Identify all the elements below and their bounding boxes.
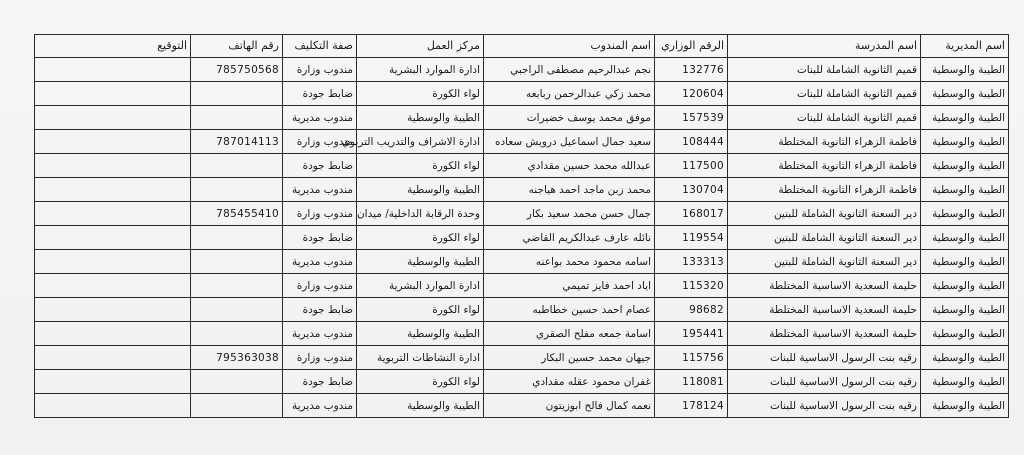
cell-signature (35, 202, 191, 226)
cell-signature (35, 106, 191, 130)
cell-role: مندوب مديرية (283, 250, 357, 274)
cell-directorate: الطيبة والوسطية (921, 250, 1009, 274)
cell-ministerial-number: 133313 (655, 250, 728, 274)
table-row (35, 394, 1009, 418)
table-body (35, 58, 1009, 418)
cell-phone (191, 298, 283, 322)
cell-role: ضابط جودة (283, 82, 357, 106)
table-row (35, 226, 1009, 250)
cell-signature (35, 346, 191, 370)
cell-directorate: الطيبة والوسطية (921, 58, 1009, 82)
cell-phone (191, 250, 283, 274)
cell-school: رقيه بنت الرسول الاساسية للبنات (728, 394, 921, 418)
cell-delegate-name: اسامة جمعه مفلح الصقري (484, 322, 655, 346)
cell-role: مندوب مديرية (283, 322, 357, 346)
cell-workplace: الطيبة والوسطية (357, 178, 484, 202)
cell-phone (191, 274, 283, 298)
cell-signature (35, 226, 191, 250)
header-role: صفة التكليف (283, 35, 357, 58)
cell-signature (35, 178, 191, 202)
cell-ministerial-number: 120604 (655, 82, 728, 106)
table-row (35, 202, 1009, 226)
cell-role: ضابط جودة (283, 370, 357, 394)
cell-directorate: الطيبة والوسطية (921, 394, 1009, 418)
cell-workplace: وحدة الرقابة الداخلية/ ميدان (357, 202, 484, 226)
cell-ministerial-number: 108444 (655, 130, 728, 154)
cell-ministerial-number: 119554 (655, 226, 728, 250)
cell-phone (191, 178, 283, 202)
cell-workplace: لواء الكورة (357, 370, 484, 394)
cell-role: مندوب وزارة (283, 274, 357, 298)
cell-phone (191, 322, 283, 346)
cell-ministerial-number: 178124 (655, 394, 728, 418)
cell-role: مندوب وزارة (283, 346, 357, 370)
cell-school: دير السعنة الثانوية الشاملة للبنين (728, 250, 921, 274)
cell-school: رقيه بنت الرسول الاساسية للبنات (728, 346, 921, 370)
cell-signature (35, 274, 191, 298)
delegates-table (34, 34, 1009, 418)
cell-delegate-name: عصام احمد حسين خطاطبه (484, 298, 655, 322)
cell-directorate: الطيبة والوسطية (921, 154, 1009, 178)
table-row (35, 154, 1009, 178)
cell-delegate-name: نجم عبدالرحيم مصطفى الراجبي (484, 58, 655, 82)
cell-ministerial-number: 118081 (655, 370, 728, 394)
cell-directorate: الطيبة والوسطية (921, 106, 1009, 130)
table-row (35, 178, 1009, 202)
header-signature: التوقيع (35, 35, 191, 58)
cell-workplace: ادارة الموارد البشرية (357, 274, 484, 298)
cell-delegate-name: اياد احمد فايز تميمي (484, 274, 655, 298)
cell-workplace: ادارة الاشراف والتدريب التربوي (357, 130, 484, 154)
cell-workplace: الطيبة والوسطية (357, 322, 484, 346)
cell-signature (35, 394, 191, 418)
cell-school: دير السعنة الثانوية الشاملة للبنين (728, 226, 921, 250)
cell-phone: 795363038 (191, 346, 283, 370)
cell-phone (191, 370, 283, 394)
header-delegate-name: اسم المندوب (484, 35, 655, 58)
cell-delegate-name: جمال حسن محمد سعيد بكار (484, 202, 655, 226)
cell-role: مندوب مديرية (283, 178, 357, 202)
cell-delegate-name: نعمه كمال فالح ابوزيتون (484, 394, 655, 418)
cell-delegate-name: جيهان محمد حسين البكار (484, 346, 655, 370)
cell-phone (191, 106, 283, 130)
cell-signature (35, 58, 191, 82)
cell-ministerial-number: 115756 (655, 346, 728, 370)
cell-workplace: لواء الكورة (357, 154, 484, 178)
cell-phone: 785455410 (191, 202, 283, 226)
cell-school: قميم الثانوية الشاملة للبنات (728, 82, 921, 106)
cell-signature (35, 154, 191, 178)
cell-signature (35, 298, 191, 322)
header-phone: رقم الهاتف (191, 35, 283, 58)
cell-school: رقيه بنت الرسول الاساسية للبنات (728, 370, 921, 394)
cell-workplace: لواء الكورة (357, 226, 484, 250)
cell-signature (35, 370, 191, 394)
cell-phone: 787014113 (191, 130, 283, 154)
cell-signature (35, 130, 191, 154)
cell-school: حليمة السعدية الاساسية المختلطة (728, 274, 921, 298)
cell-ministerial-number: 168017 (655, 202, 728, 226)
cell-delegate-name: محمد زبن ماجد احمد هياجنه (484, 178, 655, 202)
table-row (35, 322, 1009, 346)
cell-delegate-name: عبدالله محمد حسين مقدادي (484, 154, 655, 178)
header-directorate: اسم المديرية (921, 35, 1009, 58)
cell-ministerial-number: 157539 (655, 106, 728, 130)
cell-phone (191, 226, 283, 250)
cell-signature (35, 322, 191, 346)
cell-directorate: الطيبة والوسطية (921, 226, 1009, 250)
cell-delegate-name: اسامه محمود محمد بواعنه (484, 250, 655, 274)
table-row (35, 130, 1009, 154)
cell-signature (35, 82, 191, 106)
header-ministerial-number: الرقم الوزاري (655, 35, 728, 58)
cell-school: فاطمة الزهراء الثانوية المختلطة (728, 154, 921, 178)
cell-workplace: لواء الكورة (357, 298, 484, 322)
cell-role: مندوب مديرية (283, 394, 357, 418)
cell-role: مندوب وزارة (283, 58, 357, 82)
cell-role: ضابط جودة (283, 154, 357, 178)
table-row (35, 298, 1009, 322)
cell-delegate-name: محمد زكي عبدالرحمن ربابعه (484, 82, 655, 106)
table-row (35, 370, 1009, 394)
cell-delegate-name: سعيد جمال اسماعيل درويش سعاده (484, 130, 655, 154)
table-row (35, 58, 1009, 82)
cell-phone (191, 154, 283, 178)
cell-school: قميم الثانوية الشاملة للبنات (728, 106, 921, 130)
cell-school: دير السعنة الثانوية الشاملة للبنين (728, 202, 921, 226)
cell-school: قميم الثانوية الشاملة للبنات (728, 58, 921, 82)
cell-delegate-name: غفران محمود عقله مقدادي (484, 370, 655, 394)
cell-role: مندوب وزارة (283, 130, 357, 154)
cell-workplace: ادارة النشاطات التربوية (357, 346, 484, 370)
table-row (35, 274, 1009, 298)
cell-role: ضابط جودة (283, 226, 357, 250)
cell-role: ضابط جودة (283, 298, 357, 322)
cell-ministerial-number: 98682 (655, 298, 728, 322)
cell-directorate: الطيبة والوسطية (921, 274, 1009, 298)
cell-school: حليمة السعدية الاساسية المختلطة (728, 298, 921, 322)
cell-directorate: الطيبة والوسطية (921, 130, 1009, 154)
cell-delegate-name: نائله عارف عبدالكريم القاضي (484, 226, 655, 250)
header-school: اسم المدرسة (728, 35, 921, 58)
cell-role: مندوب وزارة (283, 202, 357, 226)
header-row (35, 35, 1009, 58)
cell-directorate: الطيبة والوسطية (921, 322, 1009, 346)
table-row (35, 106, 1009, 130)
cell-delegate-name: موفق محمد يوسف خضيرات (484, 106, 655, 130)
cell-workplace: الطيبة والوسطية (357, 394, 484, 418)
table-row (35, 250, 1009, 274)
cell-directorate: الطيبة والوسطية (921, 82, 1009, 106)
cell-ministerial-number: 132776 (655, 58, 728, 82)
cell-ministerial-number: 115320 (655, 274, 728, 298)
cell-ministerial-number: 195441 (655, 322, 728, 346)
cell-directorate: الطيبة والوسطية (921, 346, 1009, 370)
cell-directorate: الطيبة والوسطية (921, 370, 1009, 394)
cell-school: حليمة السعدية الاساسية المختلطة (728, 322, 921, 346)
cell-ministerial-number: 130704 (655, 178, 728, 202)
cell-school: فاطمة الزهراء الثانوية المختلطة (728, 178, 921, 202)
header-workplace: مركز العمل (357, 35, 484, 58)
cell-signature (35, 250, 191, 274)
cell-phone: 785750568 (191, 58, 283, 82)
cell-phone (191, 82, 283, 106)
cell-directorate: الطيبة والوسطية (921, 202, 1009, 226)
table-row (35, 82, 1009, 106)
cell-directorate: الطيبة والوسطية (921, 178, 1009, 202)
cell-workplace: الطيبة والوسطية (357, 106, 484, 130)
table-row (35, 346, 1009, 370)
cell-role: مندوب مديرية (283, 106, 357, 130)
cell-directorate: الطيبة والوسطية (921, 298, 1009, 322)
cell-school: فاطمة الزهراء الثانوية المختلطة (728, 130, 921, 154)
cell-workplace: الطيبة والوسطية (357, 250, 484, 274)
cell-workplace: ادارة الموارد البشرية (357, 58, 484, 82)
cell-ministerial-number: 117500 (655, 154, 728, 178)
cell-phone (191, 394, 283, 418)
cell-workplace: لواء الكورة (357, 82, 484, 106)
